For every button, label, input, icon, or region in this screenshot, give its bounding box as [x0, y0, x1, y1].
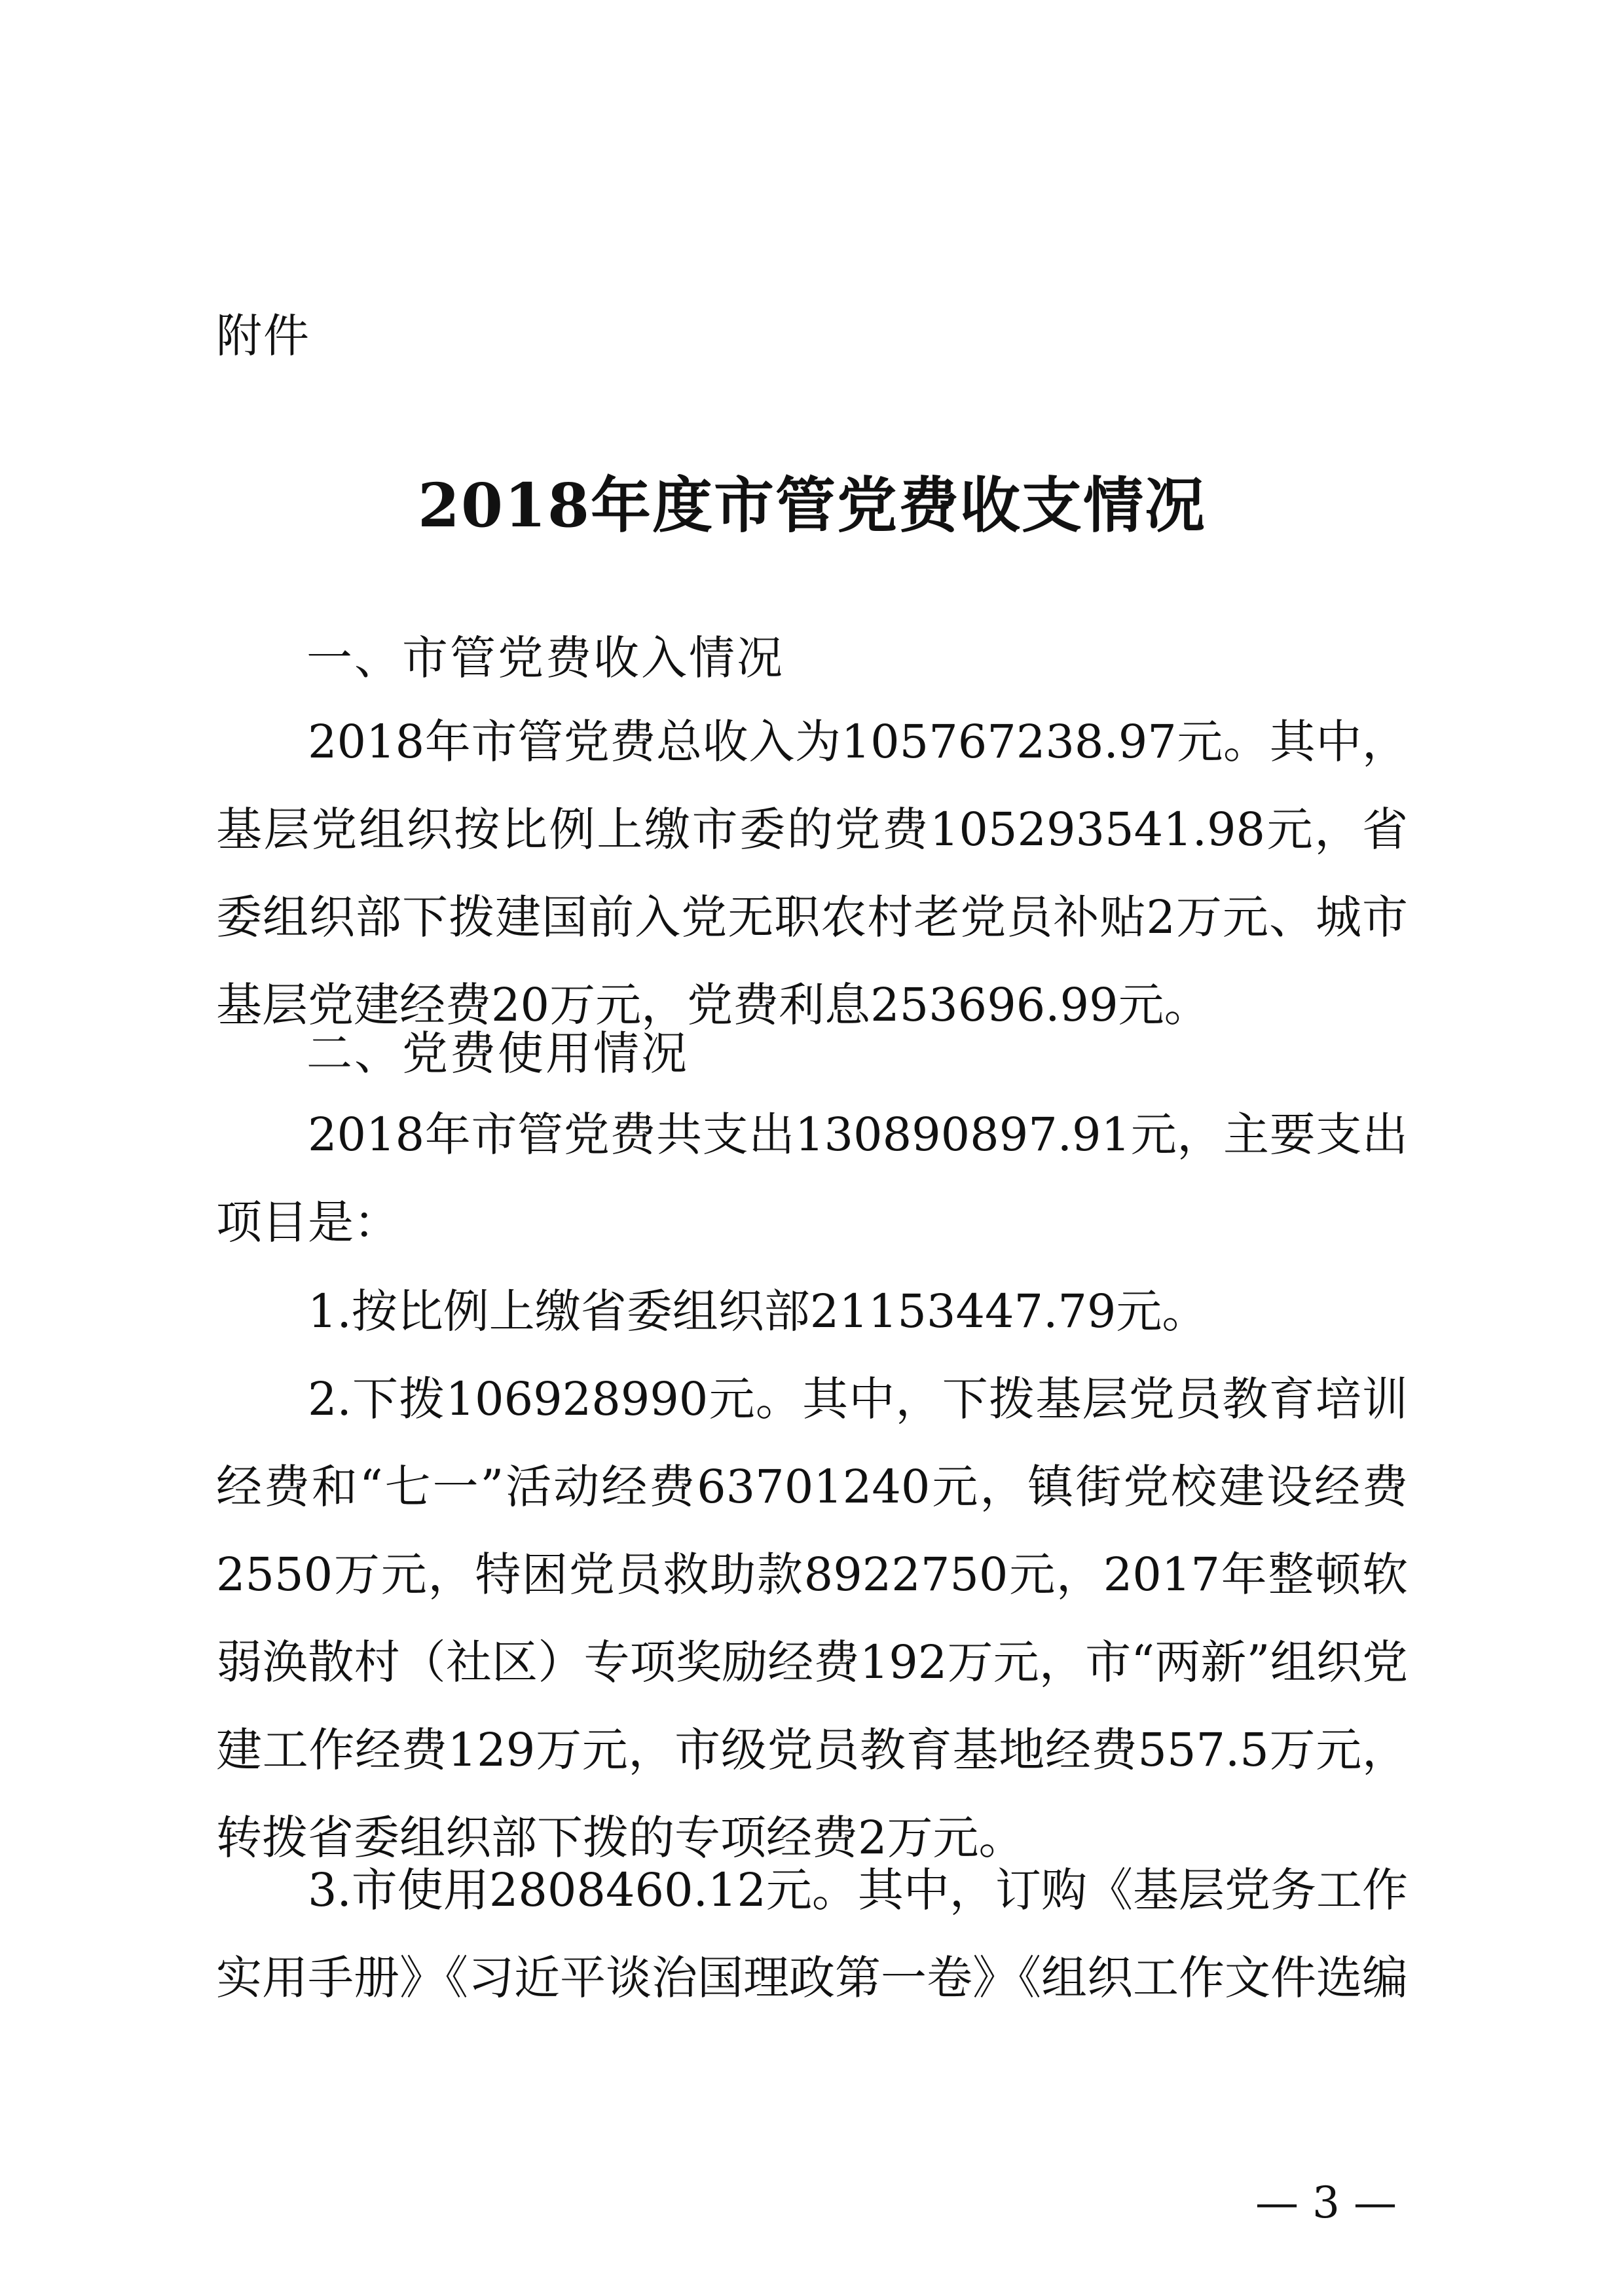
page-number: — 3 — — [1255, 2178, 1397, 2228]
expense-item-2: 2.下拨106928990元。其中，下拨基层党员教育培训经费和“七一”活动经费63701240元，镇街党校建设经费2550万元，特困党员救助款8922750元，2017年整顿软弱涣散村（社区）专项奖励经费192万元，市“两新”组织党建工作经费129万元，市级党员教育基地经费557.5万元，转拨省委组织部下拨的专项经费2万元。 — [216, 1372, 1408, 1865]
attachment-label: 附件 — [216, 309, 310, 363]
income-paragraph: 2018年市管党费总收入为105767238.97元。其中，基层党组织按比例上缴市委的党费105293541.98元，省委组织部下拨建国前入党无职农村老党员补贴2万元、城市基层党建经费20万元，党费利息253696.99元。 — [216, 715, 1408, 1032]
page-title: 2018年度市管党费收支情况 — [417, 470, 1207, 541]
section-heading-income: 一、市管党费收入情况 — [306, 631, 784, 685]
expense-item-1: 1.按比例上缴省委组织部21153447.79元。 — [308, 1285, 1208, 1338]
section-heading-expense: 二、党费使用情况 — [306, 1027, 689, 1080]
expense-intro-paragraph: 2018年市管党费共支出130890897.91元，主要支出项目是： — [216, 1108, 1408, 1249]
expense-item-3: 3.市使用2808460.12元。其中，订购《基层党务工作实用手册》《习近平谈治国理政第一卷》《组织工作文件选编 — [216, 1863, 1408, 2005]
